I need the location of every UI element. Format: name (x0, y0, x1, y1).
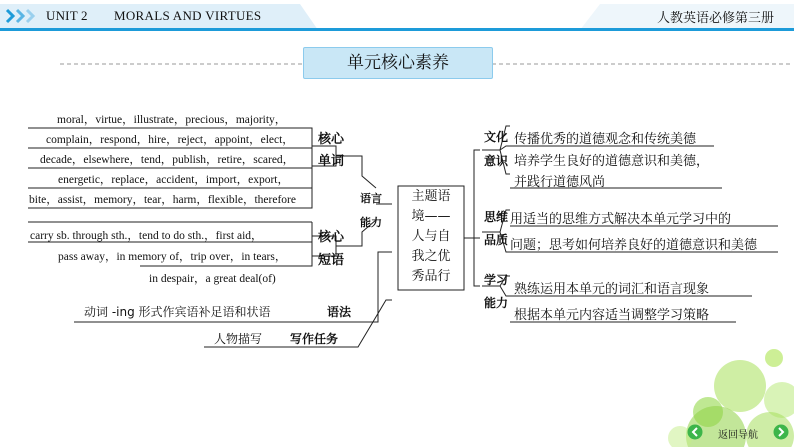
thinking-line-1: 用适当的思维方式解决本单元学习中的 (510, 212, 732, 227)
writing-text: 人物描写 (214, 332, 263, 346)
center-line-5: 秀品行 (411, 269, 451, 284)
vocab-line-3: decade，elsewhere，tend，publish，retire，scared， (40, 154, 295, 166)
learning-line-2: 根据本单元内容适当调整学习策略 (514, 308, 710, 323)
thinking-label-2: 品质 (484, 233, 509, 247)
culture-label-2: 意识 (484, 154, 509, 168)
page-title: 单元核心素养 (303, 47, 493, 79)
culture-line-2: 培养学生良好的道德意识和美德， (514, 154, 710, 169)
vocab-line-4: energetic，replace，accident，import，export， (58, 174, 289, 186)
grammar-text: 动词 -ing 形式作宾语补足语和状语 (84, 305, 271, 319)
culture-label-1: 文化 (484, 130, 509, 144)
writing-label: 写作任务 (290, 332, 339, 346)
phrase-label-2: 短语 (318, 253, 345, 268)
vocab-line-1: moral，virtue，illustrate，precious，majority， (57, 114, 287, 126)
decorative-bubbles (640, 340, 794, 447)
learning-label-2: 能力 (484, 296, 509, 310)
phrase-label-1: 核心 (318, 230, 345, 245)
center-theme (401, 187, 461, 287)
next-icon[interactable] (772, 424, 792, 440)
prev-icon[interactable] (686, 424, 706, 440)
center-line-3: 人与自 (411, 229, 451, 244)
lang-label-1: 语言 (360, 192, 382, 205)
phrase-line-1: carry sb. through sth.，tend to do sth.，first aid， (30, 230, 263, 242)
phrase-line-3: in despair，a great deal(of) (149, 273, 276, 285)
culture-line-1: 传播优秀的道德观念和传统美德 (514, 132, 697, 147)
unit-title: MORALS AND VIRTUES (114, 8, 262, 23)
back-to-nav-link[interactable]: 返回导航 (718, 430, 758, 441)
vocab-line-5: bite，assist，memory，tear，harm，flexible，therefore (29, 194, 296, 206)
grammar-label: 语法 (327, 305, 352, 319)
learning-line-1: 熟练运用本单元的词汇和语言现象 (514, 282, 710, 297)
thinking-line-2: 问题；思考如何培养良好的道德意识和美德 (510, 238, 758, 253)
unit-label: UNIT 2 (46, 8, 88, 23)
vocab-label-1: 核心 (318, 132, 345, 147)
vocab-line-2: complain，respond，hire，reject，appoint，elect， (46, 134, 294, 146)
center-line-2: 境—— (411, 209, 451, 224)
thinking-label-1: 思维 (484, 210, 509, 224)
book-title: 人教英语必修第三册 (656, 11, 774, 26)
center-line-1: 主题语 (411, 189, 451, 204)
learning-label-1: 学习 (484, 273, 509, 287)
phrase-line-2: pass away，in memory of，trip over，in tears， (58, 251, 287, 263)
center-line-4: 我之优 (411, 249, 451, 264)
vocab-label-2: 单词 (318, 154, 345, 169)
lang-label-2: 能力 (360, 216, 382, 229)
culture-line-3: 并践行道德风尚 (514, 175, 606, 190)
